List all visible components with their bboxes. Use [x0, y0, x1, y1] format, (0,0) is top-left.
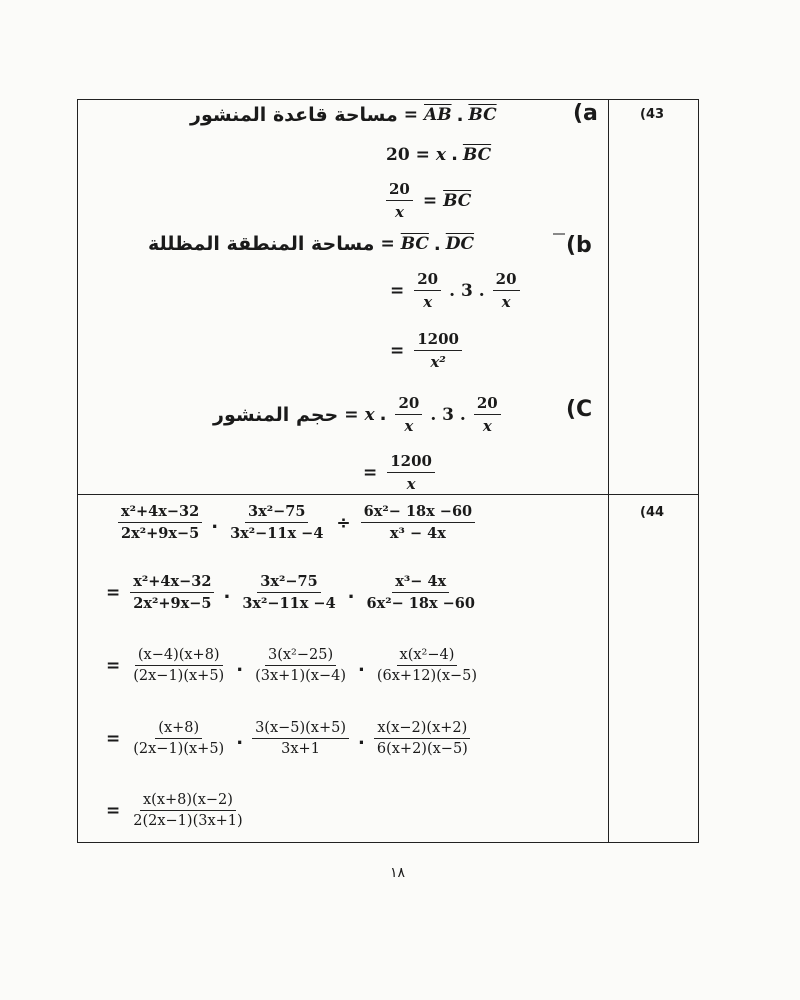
fraction: $\frac{\text{x(x²−4)}}{(6x+12)(x-5)}$ [376, 647, 478, 684]
part-a-line-1: مساحة قاعدة المنشور = $\overline{AB}$ . $\overline{BC}$ [190, 104, 497, 126]
fraction: $\frac{\text{3(x²−25)}}{(3x+1)(x-4)}$ [255, 647, 347, 684]
fraction: $\frac{\text{3x²−75}}{\text{3x²−11x −4}}$ [242, 573, 336, 612]
fraction: $\frac{x(x-2)(x+2)}{6(x+2)(x-5)}$ [374, 720, 471, 757]
fraction: $\frac{\text{6x²− 18x −60}}{\text{x³ − 4x}}$ [361, 503, 475, 542]
fraction: $\frac{20}{x}$ [493, 270, 520, 311]
part-a-line-2: 20 = x . $\overline{BC}$ [386, 144, 492, 165]
prism-volume-text: حجم المنشور [213, 403, 339, 426]
column-divider [608, 99, 609, 843]
part-b-label: (b [566, 233, 592, 258]
scan-mark [553, 233, 565, 235]
q44-step-2: = $\frac{\text{x²+4x−32}}{\text{2x²+9x−5}}$ . $\frac{\text{3x²−75}}{\text{3x²−11x −4}}$ . $\frac{\text{x³− 4x}}{\text{6x²− 18x −60}}$ [100, 573, 482, 612]
row-divider [77, 494, 699, 495]
question-number-44: (44 [640, 505, 665, 520]
part-b-line-3: = $\frac{1200}{\text{x²}}$ [384, 330, 466, 371]
part-c-line-1: حجم المنشور = x . $\frac{20}{x}$ . 3 . $\frac{20}{x}$ [213, 394, 505, 435]
fraction: $\frac{\text{x³− 4x}}{\text{6x²− 18x −60}}$ [366, 573, 475, 612]
fraction: $\frac{(x+8)}{(2x-1)(x+5)}$ [133, 720, 225, 757]
question-number-43: (43 [640, 107, 665, 122]
q44-step-3: = $\frac{(x-4)(x+8)}{(2x-1)(x+5)}$ . $\frac{\text{3(x²−25)}}{(3x+1)(x-4)}$ . $\frac{\text{x(x²−4)}}{(6x+12)(x-5)}$ [100, 647, 484, 684]
fraction: $\frac{3(x-5)(x+5)}{3x+1}$ [252, 720, 349, 757]
fraction: $\frac{\text{x²+4x−32}}{\text{2x²+9x−5}}$ [130, 573, 214, 612]
base-area-text: مساحة قاعدة المنشور [190, 104, 398, 126]
fraction: $\frac{x(x+8)(x-2)}{2(2x-1)(3x+1)}$ [133, 792, 243, 829]
fraction: $\frac{20}{x}$ [386, 180, 413, 221]
shaded-area-text: مساحة المنطقة المظللة [148, 233, 375, 255]
fraction: $\frac{\text{x²+4x−32}}{\text{2x²+9x−5}}$ [118, 503, 202, 542]
fraction: $\frac{20}{x}$ [414, 270, 441, 311]
part-b-line-1: مساحة المنطقة المظللة = $\overline{BC}$ . $\overline{DC}$ [148, 233, 475, 255]
fraction: $\frac{(x-4)(x+8)}{(2x-1)(x+5)}$ [133, 647, 225, 684]
fraction: $\frac{1200}{x}$ [387, 452, 435, 493]
q44-step-1: $\frac{\text{x²+4x−32}}{\text{2x²+9x−5}}$ . $\frac{\text{3x²−75}}{\text{3x²−11x −4}}$ ÷ $\frac{\text{6x²− 18x −60}}{\text{x³ − 4x}}$ [114, 503, 479, 542]
fraction: $\frac{\text{3x²−75}}{\text{3x²−11x −4}}$ [230, 503, 324, 542]
page-number: ١٨ [390, 865, 406, 881]
fraction: $\frac{20}{x}$ [395, 394, 422, 435]
part-b-line-2: = $\frac{20}{x}$ . 3 . $\frac{20}{x}$ [384, 270, 524, 311]
part-c-label: (C [566, 397, 593, 422]
q44-step-4: = $\frac{(x+8)}{(2x-1)(x+5)}$ . $\frac{3(x-5)(x+5)}{3x+1}$ . $\frac{x(x-2)(x+2)}{6(x+2)(x-5)}$ [100, 720, 475, 757]
part-a-line-3: $\frac{20}{x}$ = $\overline{BC}$ [382, 180, 471, 221]
fraction: $\frac{20}{x}$ [474, 394, 501, 435]
q44-step-5: = $\frac{x(x+8)(x-2)}{2(2x-1)(3x+1)}$ [100, 792, 250, 829]
part-a-label: (a [573, 101, 598, 126]
fraction: $\frac{1200}{\text{x²}}$ [414, 330, 462, 371]
part-c-line-2: = $\frac{1200}{x}$ [357, 452, 439, 493]
